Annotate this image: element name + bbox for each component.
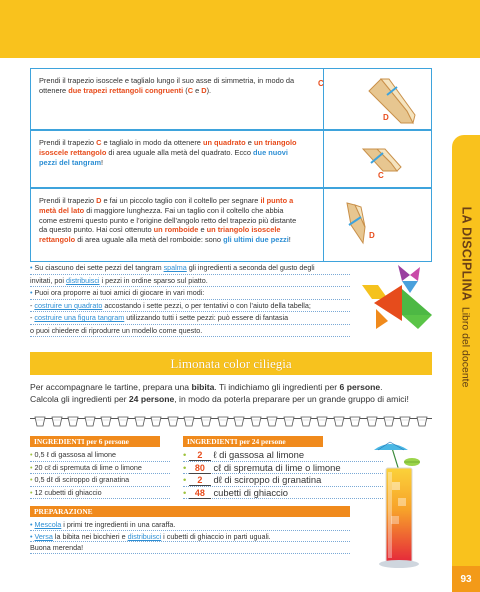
- text-run: un romboide: [153, 225, 199, 235]
- text-run: un triangolo isoscele rettangolo: [39, 225, 281, 245]
- cup-icon: [399, 416, 411, 427]
- text-run: Calcola gli ingredienti per: [30, 394, 129, 404]
- preparation-label: PREPARAZIONE: [30, 506, 350, 517]
- text-run: di area uguale alla metà del romboide: sono: [75, 235, 224, 245]
- cup-icon: [416, 416, 428, 427]
- ingredients-6-label: INGREDIENTI per 6 persone: [30, 436, 160, 447]
- text-run: un triangolo isoscele rettangolo: [39, 138, 297, 157]
- bullet: •: [30, 462, 35, 472]
- ingredient-quantity: 2: [189, 450, 211, 461]
- text-run: •: [30, 263, 35, 272]
- bullet: •: [183, 461, 189, 473]
- text-run: , in modo da poterla preparare per un grande gruppo di amici!: [174, 394, 409, 404]
- preparation-step: [30, 531, 350, 543]
- ingredient-quantity: 80: [189, 463, 211, 474]
- text-run: i cubetti di ghiaccio in parti uguali.: [161, 531, 271, 541]
- recipe-intro: [30, 381, 440, 405]
- text-run: Per accompagnare le tartine, prepara una: [30, 382, 192, 392]
- cup-icon: [200, 416, 212, 427]
- text-run: D: [96, 196, 102, 205]
- step-box-1: [30, 68, 432, 130]
- text-run: Versa: [34, 531, 53, 541]
- ingredient-text: cubetti di ghiaccio: [210, 486, 289, 498]
- text-run: la bibita nei bicchieri e: [52, 531, 128, 541]
- ingredient-row: [183, 487, 383, 500]
- cup-icon: [266, 416, 278, 427]
- ingredient-row: [183, 462, 383, 475]
- text-run: Su ciascuno dei sette pezzi del tangram: [34, 263, 164, 272]
- bread-trapezoid-cut-icon: [361, 75, 421, 127]
- text-run: e: [245, 138, 254, 147]
- preparation-list: [30, 519, 350, 554]
- ingredient-row: [183, 449, 383, 462]
- side-subtitle: Libro del docente: [459, 306, 472, 388]
- note-line: [30, 312, 350, 325]
- preparation-step: [30, 519, 350, 531]
- cup-icon: [117, 416, 129, 427]
- step-text-1: [39, 76, 301, 96]
- cup-icon: [383, 416, 395, 427]
- text-run: e fai un piccolo taglio con il coltello per segnare: [101, 196, 261, 205]
- text-run: i pezzi in ordine sparso sul piatto.: [99, 275, 208, 285]
- text-run: distribuisci: [127, 531, 162, 541]
- text-run: gli ultimi due pezzi: [223, 235, 289, 245]
- ingredient-row: [30, 487, 170, 500]
- text-run: di maggiore lunghezza. Fai un taglio con il coltello che abbia come estremi questo punto e l’origine dell’angolo retto del trapezio più distante da questo punto. Hai così ottenuto: [39, 205, 297, 235]
- side-title: LA DISCIPLINA: [459, 206, 474, 302]
- ingredient-text: cℓ di spremuta di lime o limone: [210, 461, 341, 473]
- tangram-figure-icon: [358, 263, 438, 335]
- text-run: due nuovi pezzi del tangram: [39, 147, 288, 167]
- piece-label-c: C: [378, 171, 384, 180]
- ingredient-row: [30, 449, 170, 462]
- ingredient-quantity: 48: [189, 488, 211, 499]
- cup-icon: [316, 416, 328, 427]
- text-run: un quadrato: [202, 138, 246, 147]
- text-run: distribuisci: [65, 275, 100, 285]
- text-run: D: [201, 85, 207, 95]
- text-run: •: [30, 288, 35, 297]
- ingredient-text: 20 cℓ di spremuta di lime o limone: [34, 462, 142, 472]
- ingredients-6-list: [30, 449, 170, 499]
- cup-icon: [366, 416, 378, 427]
- text-run: Buona merenda!: [30, 543, 84, 552]
- intro-line: [30, 393, 440, 405]
- cherry-lemonade-glass-icon: [368, 438, 434, 570]
- note-line: [30, 300, 350, 313]
- text-run: spalma: [163, 263, 187, 272]
- ingredient-text: 12 cubetti di ghiaccio: [34, 487, 102, 497]
- text-run: -: [30, 313, 35, 322]
- text-run: 6 persone: [339, 382, 381, 392]
- cup-icon: [300, 416, 312, 427]
- text-run: Puoi ora proporre ai tuoi amici di giocare in vari modi:: [34, 288, 205, 297]
- ingredient-row: [183, 474, 383, 487]
- text-run: di area uguale alla metà del quadrato. Ecco: [106, 147, 254, 157]
- instructions-notes: [30, 262, 350, 337]
- ingredient-text: 0,5 ℓ di gassosa al limone: [34, 450, 116, 459]
- text-run: . Ti indichiamo gli ingredienti per: [214, 382, 340, 392]
- text-run: 24 persone: [128, 394, 175, 404]
- text-run: e: [198, 225, 207, 235]
- cup-icon: [333, 416, 345, 427]
- ingredient-row: [30, 462, 170, 475]
- text-run: Prendi il trapezio: [39, 138, 97, 147]
- note-line: [30, 262, 350, 275]
- bullet: •: [30, 487, 35, 497]
- cup-icon: [250, 416, 262, 427]
- text-run: !: [101, 157, 104, 167]
- step-text-3: [39, 196, 301, 245]
- step-box-3: [30, 188, 432, 262]
- cup-icon: [167, 416, 179, 427]
- text-run: .: [380, 382, 383, 392]
- cup-icon: [233, 416, 245, 427]
- ingredient-text: dℓ di sciroppo di granatina: [210, 474, 322, 485]
- bullet: •: [30, 475, 35, 484]
- text-run: costruire una figura tangram: [34, 313, 125, 322]
- bullet: •: [183, 449, 189, 460]
- cups-row: [30, 418, 432, 430]
- text-run: ).: [206, 85, 212, 95]
- text-run: invitati, poi: [30, 275, 66, 285]
- intro-line: [30, 381, 440, 393]
- ingredient-row: [30, 474, 170, 487]
- step-separator: [323, 189, 324, 261]
- ingredient-quantity: 2: [189, 475, 211, 486]
- step-separator: [323, 69, 324, 129]
- text-run: !: [288, 235, 291, 245]
- cup-icon: [183, 416, 195, 427]
- cup-icon: [134, 416, 146, 427]
- note-line: [30, 325, 350, 338]
- text-run: il punto a metà del lato: [39, 196, 294, 215]
- text-run: utilizzando tutti i sette pezzi: può essere di fantasia: [124, 313, 289, 322]
- text-run: (: [183, 85, 188, 95]
- note-line: [30, 287, 350, 300]
- text-run: e taglialo in modo da ottenere: [101, 138, 203, 147]
- top-banner: [0, 0, 480, 58]
- text-run: o puoi chiedere di riprodurre un modello come questo.: [30, 325, 203, 335]
- text-run: -: [30, 300, 35, 310]
- text-run: Prendi il trapezio: [39, 196, 97, 205]
- piece-label-d: D: [369, 231, 375, 240]
- step-box-2: [30, 130, 432, 188]
- ingredient-text: 0,5 dℓ di sciroppo di granatina: [34, 475, 130, 484]
- text-run: e: [193, 85, 202, 95]
- step-separator: [323, 131, 324, 187]
- text-run: costruire un quadrato: [34, 300, 103, 310]
- bread-rhomboid-cut-icon: [341, 201, 367, 245]
- cup-icon: [349, 416, 361, 427]
- side-label: [454, 206, 478, 388]
- text-run: i primi tre ingredienti in una caraffa.: [61, 520, 176, 529]
- bullet: •: [30, 450, 35, 459]
- cup-icon: [150, 416, 162, 427]
- text-run: •: [30, 531, 35, 541]
- text-run: C: [187, 85, 194, 95]
- ingredients-24-label: INGREDIENTI per 24 persone: [183, 436, 323, 447]
- ingredients-24-list: [183, 449, 383, 499]
- preparation-step: [30, 542, 350, 554]
- step-text-2: [39, 138, 301, 167]
- cup-icon: [67, 416, 79, 427]
- recipe-title: Limonata color ciliegia: [170, 356, 292, 371]
- text-run: gli ingredienti a seconda del gusto degli: [186, 263, 315, 272]
- bullet: •: [183, 474, 189, 485]
- cup-icon: [51, 416, 63, 427]
- piece-label-d: D: [383, 113, 389, 122]
- page-number: 93: [452, 566, 480, 592]
- text-run: •: [30, 520, 35, 529]
- cup-icon: [100, 416, 112, 427]
- text-run: due trapezi rettangoli congruenti: [68, 85, 184, 95]
- cup-icon: [34, 416, 46, 427]
- cup-icon: [283, 416, 295, 427]
- ingredient-text: ℓ di gassosa al limone: [210, 449, 305, 460]
- text-run: C: [96, 138, 102, 147]
- bullet: •: [183, 486, 189, 498]
- note-line: [30, 275, 350, 288]
- cup-icon: [84, 416, 96, 427]
- text-run: Mescola: [34, 520, 62, 529]
- text-run: Prendi il trapezio isoscele e taglialo lungo il suo asse di simmetria, in modo da ottenere: [39, 76, 295, 95]
- text-run: accostando i sette pezzi, o per tentativi o con l’aiuto della tabella;: [102, 300, 311, 310]
- text-run: bibita: [191, 382, 215, 392]
- cup-icon: [217, 416, 229, 427]
- piece-label-c: C: [318, 79, 324, 88]
